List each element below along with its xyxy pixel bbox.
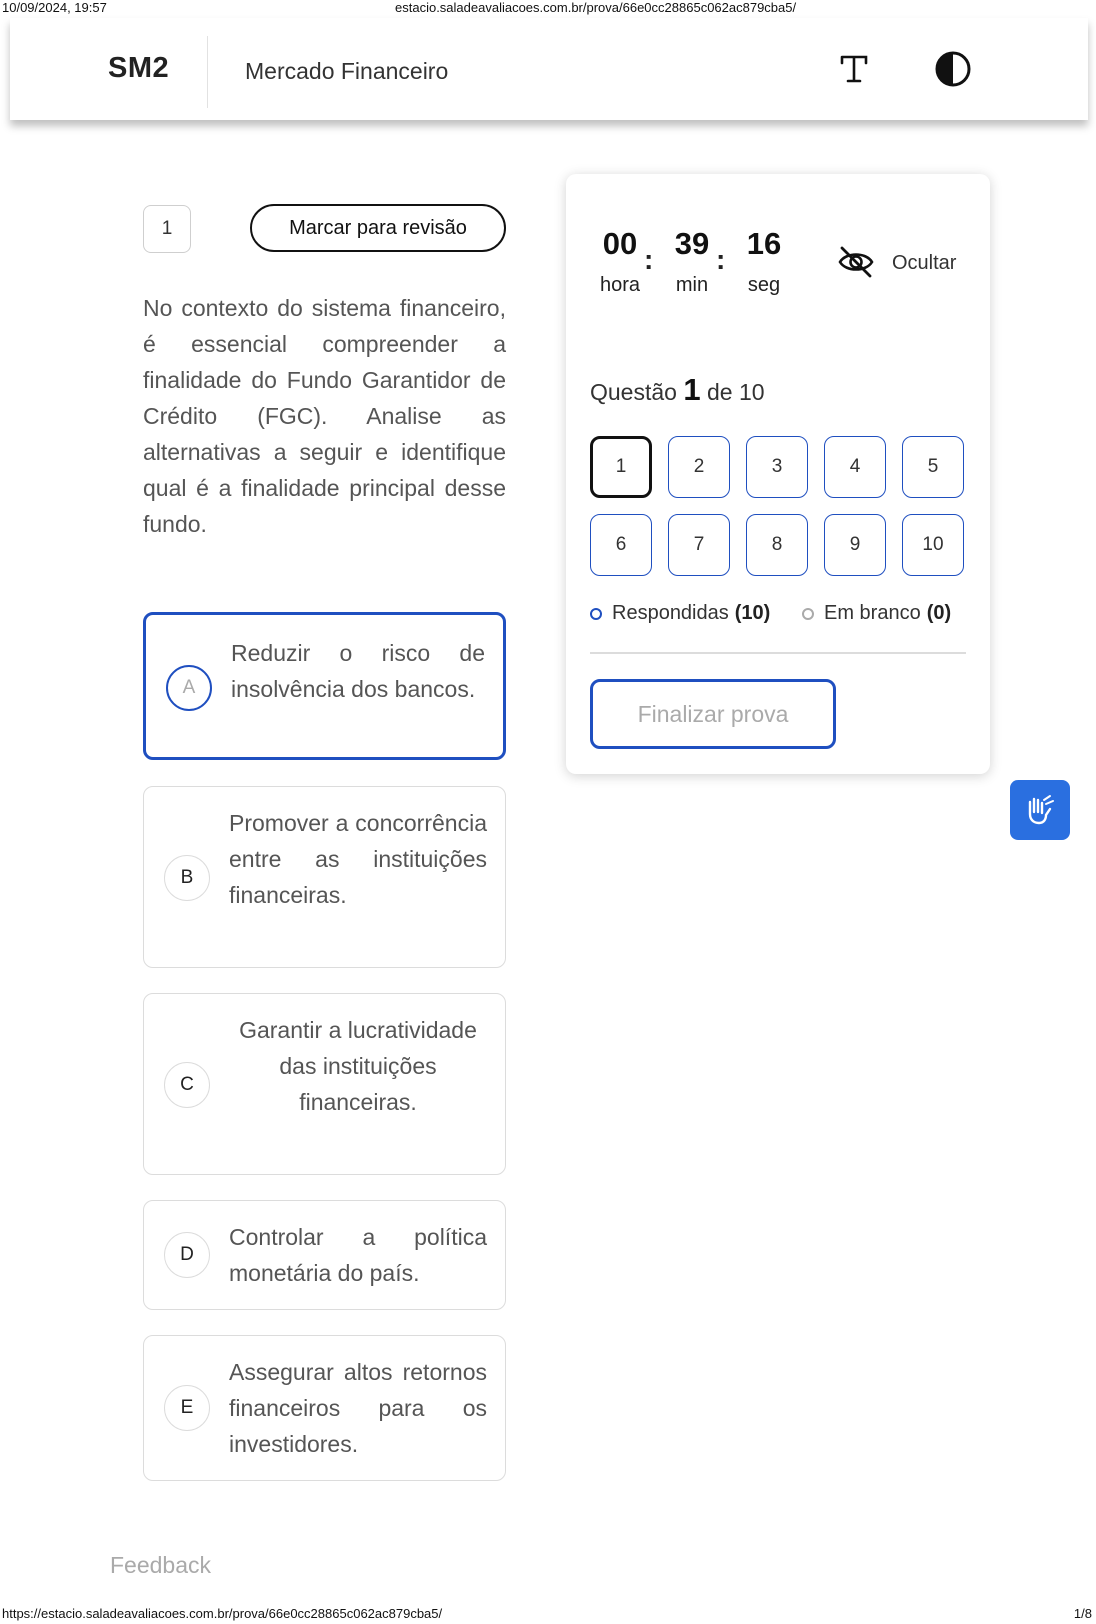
question-counter-prefix: Questão	[590, 379, 677, 405]
question-number: 1	[143, 205, 191, 253]
sign-language-button[interactable]	[1010, 780, 1070, 840]
option-letter: A	[166, 665, 212, 711]
panel-divider	[590, 652, 966, 654]
option-text: Controlar a política monetária do país.	[229, 1224, 487, 1286]
timer-colon: :	[644, 244, 654, 275]
blank-dot-icon	[802, 608, 814, 620]
question-nav-10[interactable]: 10	[902, 514, 964, 576]
print-datetime: 10/09/2024, 19:57	[2, 0, 107, 15]
logo: SM2	[108, 52, 170, 84]
print-url-bottom: https://estacio.saladeavaliacoes.com.br/prova/66e0cc28865c062ac879cba5/	[2, 1606, 443, 1621]
option-letter: D	[164, 1232, 210, 1278]
option-e[interactable]	[143, 1335, 506, 1481]
option-letter: B	[164, 855, 210, 901]
option-text: Assegurar altos retornos financeiros para os investidores.	[229, 1359, 487, 1457]
question-counter-current: 1	[683, 372, 701, 407]
option-letter: E	[164, 1385, 210, 1431]
finish-exam-button[interactable]: Finalizar prova	[590, 679, 836, 749]
question-nav-2[interactable]: 2	[668, 436, 730, 498]
option-text: Reduzir o risco de insolvência dos bancos.	[231, 640, 485, 702]
blank-count: (0)	[926, 602, 952, 624]
timer-minutes: 39	[674, 226, 710, 261]
timer-hours: 00	[602, 226, 638, 261]
header-divider	[207, 36, 208, 108]
course-title: Mercado Financeiro	[245, 58, 449, 84]
blank-label: Em branco	[824, 602, 921, 624]
question-counter-suffix: de 10	[706, 379, 765, 405]
question-nav-3[interactable]: 3	[746, 436, 808, 498]
option-text: Promover a concorrência entre as instituições financeiras.	[229, 810, 487, 908]
exam-panel	[566, 174, 990, 774]
print-header	[0, 0, 1096, 16]
timer-minutes-label: min	[675, 274, 709, 296]
print-page-number: 1/8	[1073, 1606, 1092, 1621]
timer-seconds: 16	[746, 226, 782, 261]
question-nav-8[interactable]: 8	[746, 514, 808, 576]
option-d[interactable]	[143, 1200, 506, 1310]
option-c[interactable]	[143, 993, 506, 1175]
answered-count: (10)	[734, 602, 771, 624]
question-nav-9[interactable]: 9	[824, 514, 886, 576]
option-b[interactable]	[143, 786, 506, 968]
timer-hours-label: hora	[599, 274, 641, 296]
font-size-icon[interactable]	[836, 50, 872, 86]
option-letter: C	[164, 1062, 210, 1108]
option-a[interactable]	[143, 612, 506, 760]
question-text: No contexto do sistema financeiro, é essencial compreender a finalidade do Fundo Garantidor de Crédito (FGC). Analise as alternativas a seguir e identifique qual é a finalidade principal desse fundo.	[143, 295, 506, 537]
print-url-top: estacio.saladeavaliacoes.com.br/prova/66e0cc28865c062ac879cba5/	[395, 0, 797, 15]
question-nav-7[interactable]: 7	[668, 514, 730, 576]
question-nav-5[interactable]: 5	[902, 436, 964, 498]
mark-for-review-button[interactable]: Marcar para revisão	[250, 204, 506, 252]
eye-off-icon[interactable]	[836, 242, 876, 282]
timer-colon: :	[716, 244, 726, 275]
answered-label: Respondidas	[612, 602, 729, 624]
legend-blank	[802, 602, 951, 625]
sign-language-icon	[1020, 790, 1060, 830]
answered-dot-icon	[590, 608, 602, 620]
print-footer	[0, 1606, 1096, 1624]
app-header	[10, 18, 1088, 120]
question-nav-1[interactable]: 1	[590, 436, 652, 498]
feedback-link[interactable]: Feedback	[110, 1552, 212, 1578]
question-counter	[590, 372, 765, 408]
timer-seconds-label: seg	[747, 274, 781, 296]
legend-answered	[590, 602, 770, 625]
hide-timer-label[interactable]: Ocultar	[892, 252, 957, 274]
question-nav-6[interactable]: 6	[590, 514, 652, 576]
contrast-icon[interactable]	[934, 50, 972, 88]
option-text: Garantir a lucratividade das instituições financeiras.	[239, 1017, 477, 1115]
question-nav-4[interactable]: 4	[824, 436, 886, 498]
